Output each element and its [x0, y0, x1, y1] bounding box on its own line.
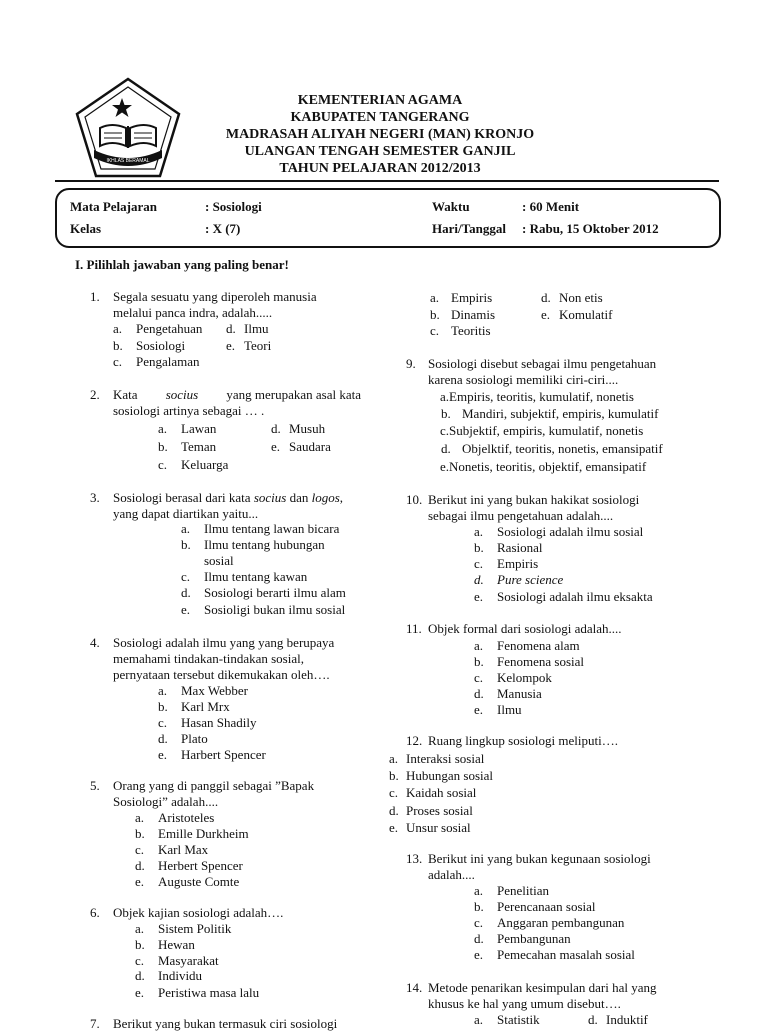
logo-motto: IKHLAS BERAMAL: [106, 158, 150, 164]
q4-option-e-text: Harbert Spencer: [181, 747, 266, 762]
q3-option-a-text: Ilmu tentang lawan bicara: [204, 521, 340, 536]
q2-option-a-text: Lawan: [181, 421, 217, 436]
q11-option-a-text: Fenomena alam: [497, 638, 580, 653]
q2-italic: socius: [165, 387, 199, 402]
q12-option-b: b.: [389, 768, 399, 783]
q6-option-d: d.: [135, 968, 145, 983]
q4-text-2: memahami tindakan-tindakan sosial,: [113, 651, 304, 666]
q3-italic-2: logos: [311, 490, 340, 505]
q2-option-d: d.: [271, 421, 281, 436]
q1-option-a: a.: [113, 321, 123, 336]
q11-option-e: e.: [474, 702, 484, 717]
hari-value: : Rabu, 15 Oktober 2012: [522, 221, 659, 236]
q2-post: yang merupakan asal kata: [226, 387, 361, 402]
q5-number: 5.: [90, 778, 100, 793]
q8-option-b: b.: [430, 307, 440, 322]
q6-option-e: e.: [135, 985, 145, 1000]
q7-text-1: Berikut yang bukan termasuk ciri sosiologi: [113, 1016, 338, 1031]
q10-option-e-text: Sosiologi adalah ilmu eksakta: [497, 589, 653, 604]
q9-text-1: Sosiologi disebut sebagai ilmu pengetahuan: [428, 356, 657, 371]
q6-option-d-text: Individu: [158, 968, 203, 983]
q9-option-b-text: Mandiri, subjektif, empiris, kumulatif: [462, 406, 659, 421]
q10-option-c-text: Empiris: [497, 556, 539, 571]
q13-option-a: a.: [474, 883, 484, 898]
q9-option-b: b.: [441, 406, 451, 421]
mapel-label: Mata Pelajaran: [70, 199, 158, 214]
q6-option-b: b.: [135, 937, 145, 952]
q12-option-b-text: Hubungan sosial: [406, 768, 494, 783]
q3-number: 3.: [90, 490, 100, 505]
q4-option-e: e.: [158, 747, 168, 762]
section-title: I. Pilihlah jawaban yang paling benar!: [75, 257, 289, 272]
q2-option-a: a.: [158, 421, 168, 436]
q12-option-c-text: Kaidah sosial: [406, 785, 477, 800]
q2-text-1: [113, 387, 361, 403]
q6-option-a-text: Sistem Politik: [158, 921, 232, 936]
q14-option-d: d.: [588, 1012, 598, 1027]
q8-option-d-text: Non etis: [559, 290, 603, 305]
q13-option-a-text: Penelitian: [497, 883, 549, 898]
q9-option-d: d.: [441, 441, 451, 456]
q2-option-c: c.: [158, 457, 168, 472]
q8-option-a: a.: [430, 290, 440, 305]
q4-number: 4.: [90, 635, 100, 650]
q9-number: 9.: [406, 356, 416, 371]
q8-option-e-text: Komulatif: [559, 307, 613, 322]
exam-info-box: [55, 188, 721, 248]
q3-option-c: c.: [181, 569, 191, 584]
waktu-value: : 60 Menit: [522, 199, 580, 214]
q8-option-b-text: Dinamis: [451, 307, 496, 322]
q3-option-b: b.: [181, 537, 191, 552]
q11-option-e-text: Ilmu: [497, 702, 522, 717]
q2-option-e-text: Saudara: [289, 439, 331, 454]
q14-text-2: khusus ke hal yang umum disebut….: [428, 996, 621, 1011]
q5-option-e-text: Auguste Comte: [158, 874, 240, 889]
q12-option-e-text: Unsur sosial: [406, 820, 471, 835]
q12-number: 12.: [406, 733, 423, 748]
mapel-value: : Sosiologi: [205, 199, 262, 214]
q5-option-c: c.: [135, 842, 145, 857]
q5-text-1: Orang yang di panggil sebagai ”Bapak: [113, 778, 315, 793]
q10-number: 10.: [406, 492, 423, 507]
q1-option-e: e.: [226, 338, 236, 353]
q10-option-a-text: Sosiologi adalah ilmu sosial: [497, 524, 644, 539]
q8-option-e: e.: [541, 307, 551, 322]
q8-option-c-text: Teoritis: [451, 323, 491, 338]
q12-option-d-text: Proses sosial: [406, 803, 473, 818]
q12-text-1: Ruang lingkup sosiologi meliputi….: [428, 733, 618, 748]
q1-option-b: b.: [113, 338, 123, 353]
q2-text-2: sosiologi artinya sebagai … .: [113, 403, 265, 418]
q9-option-e: e.Nonetis, teoritis, objektif, emansipatif: [440, 459, 647, 474]
q11-number: 11.: [406, 621, 422, 636]
q3-option-e-text: Sosioligi bukan ilmu sosial: [204, 602, 346, 617]
q13-option-b-text: Perencanaan sosial: [497, 899, 596, 914]
q3-mid: dan: [289, 490, 309, 505]
q13-option-d-text: Pembangunan: [497, 931, 571, 946]
q6-option-b-text: Hewan: [158, 937, 195, 952]
q1-option-d: d.: [226, 321, 236, 336]
kelas-label: Kelas: [70, 221, 102, 236]
q2-option-d-text: Musuh: [289, 421, 326, 436]
q12-option-a: a.: [389, 751, 399, 766]
q12-option-c: c.: [389, 785, 399, 800]
q1-option-a-text: Pengetahuan: [136, 321, 203, 336]
q5-option-b-text: Emille Durkheim: [158, 826, 249, 841]
waktu-label: Waktu: [432, 199, 470, 214]
q11-option-a: a.: [474, 638, 484, 653]
q9-option-a: a.Empiris, teoritis, kumulatif, nonetis: [440, 389, 634, 404]
q13-number: 13.: [406, 851, 423, 866]
q12-option-a-text: Interaksi sosial: [406, 751, 485, 766]
q3-pre: Sosiologi berasal dari kata: [113, 490, 251, 505]
q5-option-a-text: Aristoteles: [158, 810, 215, 825]
header-rule: [55, 180, 719, 182]
q13-option-d: d.: [474, 931, 484, 946]
q10-text-2: sebagai ilmu pengetahuan adalah....: [428, 508, 614, 523]
q3-option-d-text: Sosiologi berarti ilmu alam: [204, 585, 346, 600]
q5-text-2: Sosiologi” adalah....: [113, 794, 219, 809]
q4-option-a: a.: [158, 683, 168, 698]
q14-option-d-text: Induktif: [606, 1012, 648, 1027]
q5-option-c-text: Karl Max: [158, 842, 209, 857]
q13-text-2: adalah....: [428, 867, 475, 882]
q3-text-2: yang dapat diartikan yaitu...: [113, 506, 259, 521]
q10-option-a: a.: [474, 524, 484, 539]
q6-option-a: a.: [135, 921, 145, 936]
q6-text-1: Objek kajian sosiologi adalah….: [113, 905, 284, 920]
q8-option-d: d.: [541, 290, 551, 305]
q6-number: 6.: [90, 905, 100, 920]
q4-option-b: b.: [158, 699, 168, 714]
q10-text-1: Berikut ini yang bukan hakikat sosiologi: [428, 492, 640, 507]
q8-option-a-text: Empiris: [451, 290, 493, 305]
q11-option-b-text: Fenomena sosial: [497, 654, 585, 669]
header-line-5: TAHUN PELAJARAN 2012/2013: [279, 161, 481, 176]
q2-pre: Kata: [113, 387, 138, 402]
q9-text-2: karena sosiologi memiliki ciri-ciri....: [428, 372, 619, 387]
q2-number: 2.: [90, 387, 100, 402]
q11-option-d: d.: [474, 686, 484, 701]
q3-comma: ,: [339, 490, 344, 505]
q10-option-b: b.: [474, 540, 484, 555]
q3-option-e: e.: [181, 602, 191, 617]
q13-option-e-text: Pemecahan masalah sosial: [497, 947, 635, 962]
header-line-1: KEMENTERIAN AGAMA: [297, 93, 463, 108]
q3-option-b-text: Ilmu tentang hubungan: [204, 537, 325, 552]
q1-text-1: Segala sesuatu yang diperoleh manusia: [113, 289, 317, 304]
q1-option-e-text: Teori: [244, 338, 272, 353]
header-line-4: ULANGAN TENGAH SEMESTER GANJIL: [244, 144, 516, 159]
q12-option-e: e.: [389, 820, 399, 835]
q4-text-1: Sosiologi adalah ilmu yang yang berupaya: [113, 635, 335, 650]
q2-option-c-text: Keluarga: [181, 457, 229, 472]
q4-option-b-text: Karl Mrx: [181, 699, 230, 714]
q7-number: 7.: [90, 1016, 100, 1031]
q4-option-d-text: Plato: [181, 731, 208, 746]
q8-option-c: c.: [430, 323, 440, 338]
q3-option-c-text: Ilmu tentang kawan: [204, 569, 308, 584]
q13-option-b: b.: [474, 899, 484, 914]
q2-option-b: b.: [158, 439, 168, 454]
q5-option-d: d.: [135, 858, 145, 873]
q4-option-a-text: Max Webber: [181, 683, 248, 698]
q5-option-e: e.: [135, 874, 145, 889]
q5-option-a: a.: [135, 810, 145, 825]
q3-text-1: [113, 490, 343, 506]
q3-italic-1: socius: [253, 490, 287, 505]
q2-option-e: e.: [271, 439, 281, 454]
header-line-3: MADRASAH ALIYAH NEGERI (MAN) KRONJO: [225, 127, 535, 142]
q3-option-d: d.: [181, 585, 191, 600]
q11-text-1: Objek formal dari sosiologi adalah....: [428, 621, 622, 636]
q2-option-b-text: Teman: [181, 439, 217, 454]
q4-option-c-text: Hasan Shadily: [181, 715, 257, 730]
q6-option-c: c.: [135, 953, 145, 968]
q3-option-b-text-2: sosial: [204, 553, 234, 568]
q11-option-c-text: Kelompok: [497, 670, 552, 685]
q14-option-a-text: Statistik: [497, 1012, 540, 1027]
q14-text-1: Metode penarikan kesimpulan dari hal yang: [428, 980, 657, 995]
q1-number: 1.: [90, 289, 100, 304]
q4-option-c: c.: [158, 715, 168, 730]
q1-option-b-text: Sosiologi: [136, 338, 186, 353]
q1-option-d-text: Ilmu: [244, 321, 269, 336]
q11-option-c: c.: [474, 670, 484, 685]
q6-option-e-text: Peristiwa masa lalu: [158, 985, 260, 1000]
q9-option-c: c.Subjektif, empiris, kumulatif, nonetis: [440, 423, 644, 438]
q10-option-c: c.: [474, 556, 484, 571]
q4-text-3: pernyataan tersebut dikemukakan oleh….: [113, 667, 330, 682]
q11-option-b: b.: [474, 654, 484, 669]
q1-option-c: c.: [113, 354, 123, 369]
q11-option-d-text: Manusia: [497, 686, 542, 701]
q1-option-c-text: Pengalaman: [136, 354, 200, 369]
kelas-value: : X (7): [205, 221, 241, 236]
q9-option-d-text: Objelktif, teoritis, nonetis, emansipatif: [462, 441, 663, 456]
header-line-2: KABUPATEN TANGERANG: [290, 110, 470, 125]
q1-text-2: melalui panca indra, adalah.....: [113, 305, 273, 320]
q10-option-d-text: Pure science: [497, 572, 564, 587]
q13-option-c-text: Anggaran pembangunan: [497, 915, 625, 930]
q10-option-e: e.: [474, 589, 484, 604]
q6-option-c-text: Masyarakat: [158, 953, 219, 968]
q5-option-d-text: Herbert Spencer: [158, 858, 243, 873]
q5-option-b: b.: [135, 826, 145, 841]
hari-label: Hari/Tanggal: [432, 221, 506, 236]
q13-option-e: e.: [474, 947, 484, 962]
q13-option-c: c.: [474, 915, 484, 930]
q4-option-d: d.: [158, 731, 168, 746]
q10-option-b-text: Rasional: [497, 540, 543, 555]
q14-option-a: a.: [474, 1012, 484, 1027]
q12-option-d: d.: [389, 803, 399, 818]
q13-text-1: Berikut ini yang bukan kegunaan sosiologi: [428, 851, 651, 866]
school-logo: [72, 76, 184, 180]
q3-option-a: a.: [181, 521, 191, 536]
q10-option-d: d.: [474, 572, 484, 587]
q14-number: 14.: [406, 980, 423, 995]
